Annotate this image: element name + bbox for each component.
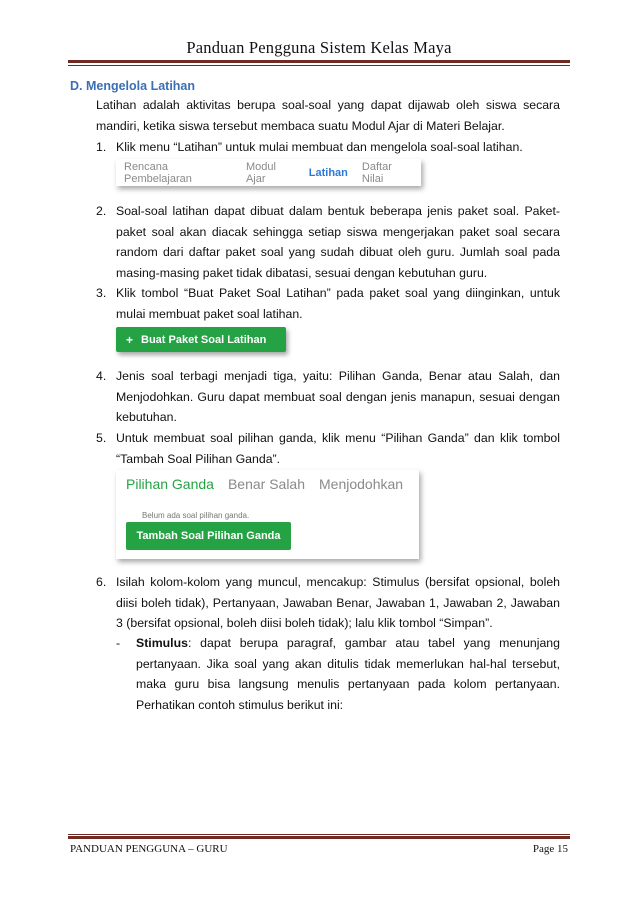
page-number: Page 15 bbox=[532, 843, 568, 855]
sub-bullet-text bbox=[136, 633, 560, 715]
menu-item-rencana[interactable]: Rencana Pembelajaran bbox=[124, 160, 192, 185]
step-number: 5. bbox=[96, 431, 107, 445]
sub-bullet-body: : dapat berupa paragraf, gambar atau tabel yang menunjang pertanyaan. Jika soal yang akan ditulis tidak memerlukan hal-hal tersebut, maka guru bisa langsung menulis pertanyaan pada kolom pertanyaan. Perhatikan contoh stimulus berikut ini: bbox=[136, 636, 560, 712]
step-text: Untuk membuat soal pilihan ganda, klik menu “Pilihan Ganda” dan klik tombol “Tambah Soal Pilihan Ganda”. bbox=[116, 431, 560, 466]
buat-paket-soal-label: Buat Paket Soal Latihan bbox=[141, 333, 267, 346]
menu-item-latihan[interactable]: Latihan bbox=[308, 166, 348, 179]
step-text: Soal-soal latihan dapat dibuat dalam bentuk beberapa jenis paket soal. Paket-paket soal akan diacak sehingga setiap siswa mengerjakan paket soal secara random dari daftar paket soal yang sudah dibuat oleh guru. Jumlah soal pada masing-masing paket tidak dibatasi, sesuai dengan kebutuhan guru. bbox=[116, 204, 560, 280]
buat-paket-soal-button[interactable] bbox=[116, 327, 286, 352]
footer-rule bbox=[68, 836, 570, 839]
tambah-soal-pilihan-ganda-button[interactable]: Tambah Soal Pilihan Ganda bbox=[126, 522, 291, 550]
step-text: Klik tombol “Buat Paket Soal Latihan” pada paket soal yang diinginkan, untuk mulai membuat paket soal latihan. bbox=[116, 286, 560, 321]
tab-benar-salah[interactable]: Benar Salah bbox=[227, 476, 306, 492]
step-text: Jenis soal terbagi menjadi tiga, yaitu: Pilihan Ganda, Benar atau Salah, dan Menjodohkan. Guru dapat membuat soal dengan jenis manapun, sesuai dengan kebutuhan. bbox=[116, 369, 560, 424]
header-rule-thin bbox=[68, 65, 570, 66]
plus-icon: + bbox=[126, 332, 134, 347]
step-number: 3. bbox=[96, 286, 107, 300]
sub-bullet-term: Stimulus bbox=[136, 636, 188, 650]
step-number: 4. bbox=[96, 369, 107, 383]
header-rule bbox=[68, 60, 570, 63]
footer-rule-thin bbox=[68, 834, 570, 835]
step-number: 6. bbox=[96, 575, 107, 589]
menu-item-daftar-nilai[interactable]: Daftar Nilai bbox=[361, 160, 392, 185]
menu-item-modul-ajar[interactable]: Modul Ajar bbox=[245, 160, 276, 185]
menu-screenshot bbox=[116, 159, 421, 186]
empty-note: Belum ada soal pilihan ganda. bbox=[142, 511, 250, 520]
intro-paragraph: Latihan adalah aktivitas berupa soal-soal yang dapat dijawab oleh siswa secara mandiri, ketika siswa tersebut membaca suatu Modul Ajar di Materi Belajar. bbox=[96, 98, 560, 133]
step-number: 1. bbox=[96, 140, 107, 154]
step-number: 2. bbox=[96, 204, 107, 218]
sub-bullet-dash: - bbox=[116, 636, 121, 650]
step-text: Isilah kolom-kolom yang muncul, mencakup: Stimulus (bersifat opsional, boleh diisi boleh tidak), Pertanyaan, Jawaban Benar, Jawaban 1, Jawaban 2, Jawaban 3 (bersifat opsional, boleh diisi boleh tidak); lalu klik tombol “Simpan”. bbox=[116, 575, 560, 630]
step-text: Klik menu “Latihan” untuk mulai membuat dan mengelola soal-soal latihan. bbox=[116, 140, 523, 154]
page-header-title: Panduan Pengguna Sistem Kelas Maya bbox=[186, 38, 452, 57]
section-title: D. Mengelola Latihan bbox=[70, 79, 196, 93]
footer-left: PANDUAN PENGGUNA – GURU bbox=[70, 843, 228, 855]
tab-menjodohkan[interactable]: Menjodohkan bbox=[319, 476, 404, 492]
pilihan-ganda-screenshot bbox=[116, 470, 419, 559]
tab-pilihan-ganda[interactable]: Pilihan Ganda bbox=[126, 476, 214, 492]
